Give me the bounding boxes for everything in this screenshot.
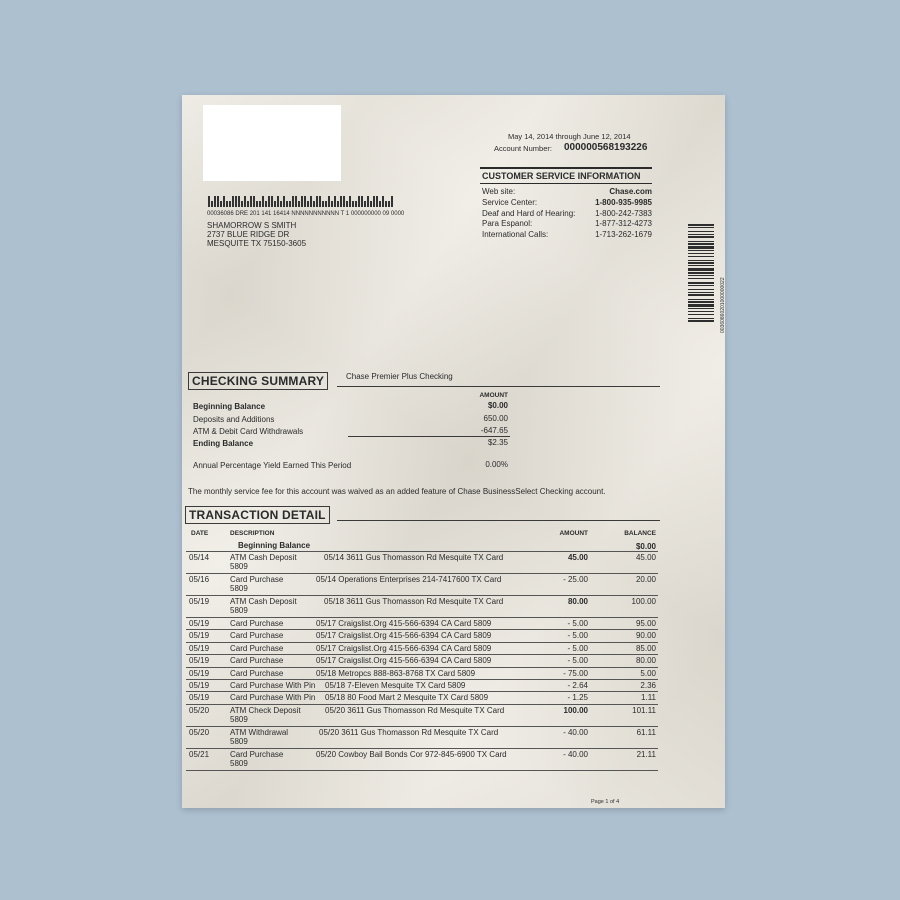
barcode-bar [367, 196, 369, 207]
tx-type: ATM Withdrawal [230, 727, 289, 737]
tx-card: 5809 [230, 562, 248, 571]
barcode-bar [349, 196, 351, 207]
barcode-bar [214, 196, 216, 207]
row-separator [186, 573, 658, 574]
tx-balance: 61.11 [636, 727, 656, 737]
side-barcode-bar [688, 308, 714, 309]
tx-amount: - 40.00 [563, 749, 588, 759]
checking-summary-title: CHECKING SUMMARY [188, 372, 328, 390]
barcode-bar [244, 196, 246, 207]
tx-amount: - 5.00 [567, 656, 588, 666]
side-barcode-bar [688, 311, 714, 312]
csi-row-website: Web site: Chase.com [482, 187, 652, 196]
transaction-detail-title: TRANSACTION DETAIL [185, 506, 330, 524]
tx-card: 5809 [230, 606, 248, 615]
tx-date: 05/20 [189, 705, 210, 715]
barcode-bar [334, 196, 336, 207]
barcode-bar [325, 201, 327, 207]
barcode-bar [346, 201, 348, 207]
row-separator [186, 642, 658, 643]
tx-description: 05/18 7-Eleven Mesquite TX Card 5809 [325, 681, 466, 690]
side-barcode-bar [688, 318, 714, 319]
tx-balance: 80.00 [635, 656, 656, 666]
side-barcode-bar [688, 304, 714, 307]
row-separator [186, 654, 658, 655]
barcode-bar [256, 201, 258, 207]
tx-balance: 95.00 [635, 619, 656, 628]
tx-amount: 80.00 [567, 597, 588, 606]
barcode-bar [364, 201, 366, 207]
side-barcode-bar [688, 246, 714, 249]
tx-balance: 100.00 [631, 597, 656, 606]
apy-label: Annual Percentage Yield Earned This Period [193, 461, 352, 470]
barcode-bar [388, 201, 390, 207]
tx-card: 5809 [230, 758, 248, 768]
barcode-bar [292, 196, 294, 207]
tx-balance: 45.00 [635, 553, 656, 562]
col-header-description: DESCRIPTION [230, 530, 275, 537]
csi-row-deaf: Deaf and Hard of Hearing: 1-800-242-7383 [482, 209, 652, 218]
tx-balance: 85.00 [635, 643, 656, 653]
tx-type: Card Purchase [230, 643, 284, 653]
summary-label-beginning: Beginning Balance [193, 402, 266, 411]
tx-date: 05/19 [189, 668, 210, 678]
side-barcode-bar [688, 292, 714, 293]
side-barcode-bar [688, 289, 714, 290]
tx-type: Card Purchase With Pin [230, 681, 316, 690]
tx-date: 05/19 [189, 681, 210, 690]
account-number-label: Account Number: [494, 144, 552, 153]
tx-balance: 2.36 [640, 681, 656, 690]
barcode-bar [319, 196, 321, 207]
statement-period: May 14, 2014 through June 12, 2014 [508, 132, 631, 141]
tx-type: Card Purchase [230, 749, 284, 759]
row-separator [186, 595, 658, 596]
barcode-bar [280, 201, 282, 207]
row-separator [186, 629, 658, 630]
page-number: Page 1 of 4 [591, 799, 620, 805]
summary-value-deposits: 650.00 [483, 414, 508, 423]
tx-type: Card Purchase [230, 668, 284, 678]
tx-description: 05/20 3611 Gus Thomasson Rd Mesquite TX Card [319, 727, 499, 737]
side-barcode-bar [688, 294, 714, 296]
barcode-bar [370, 201, 372, 207]
summary-value-beginning: $0.00 [487, 401, 508, 410]
side-barcode-text-area [720, 223, 728, 333]
tx-balance: 5.00 [640, 668, 656, 678]
barcode-bar [208, 196, 210, 207]
barcode-bar [376, 196, 378, 207]
tx-date: 05/14 [189, 553, 210, 562]
tx-description: 05/14 3611 Gus Thomasson Rd Mesquite TX Card [324, 553, 504, 562]
postal-barcode [208, 196, 393, 207]
side-barcode [688, 224, 714, 322]
beginning-balance-label: Beginning Balance [238, 541, 311, 550]
tx-amount: - 5.00 [567, 631, 588, 641]
recipient-name: SHAMORROW S SMITH [207, 221, 297, 230]
barcode-bar [295, 196, 297, 207]
tx-date: 05/19 [189, 693, 210, 703]
row-separator [186, 748, 658, 749]
barcode-bar [265, 201, 267, 207]
tx-description: 05/17 Craigslist.Org 415-566-6394 CA Card 5809 [316, 619, 492, 628]
row-separator [186, 679, 658, 680]
fee-note: The monthly service fee for this account was waived as an added feature of Chase BusinessSelect Checking account. [188, 487, 606, 496]
tx-amount: 45.00 [567, 553, 588, 562]
side-barcode-bar [688, 320, 714, 322]
tx-type: ATM Check Deposit [230, 705, 301, 715]
summary-value-ending: $2.35 [487, 438, 508, 447]
barcode-bar [337, 201, 339, 207]
side-barcode-bar [688, 285, 714, 286]
barcode-bar [382, 196, 384, 207]
transaction-header-rule [337, 520, 660, 521]
row-separator [186, 667, 658, 668]
tx-card: 5809 [230, 736, 248, 746]
tx-description: 05/17 Craigslist.Org 415-566-6394 CA Card 5809 [316, 631, 492, 641]
beginning-balance-value: $0.00 [635, 542, 656, 551]
tx-description: 05/20 Cowboy Bail Bonds Cor 972-845-6900 TX Card [316, 749, 507, 759]
tx-date: 05/20 [189, 727, 210, 737]
side-barcode-bar [688, 234, 714, 235]
tx-card: 5809 [230, 584, 248, 593]
side-barcode-bar [688, 231, 714, 232]
tx-description: 05/14 Operations Enterprises 214-7417600 TX Card [316, 575, 502, 584]
barcode-bar [391, 196, 393, 207]
statement-page [182, 95, 725, 808]
side-barcode-bar [688, 224, 714, 226]
tx-date: 05/19 [189, 619, 210, 628]
tx-amount: - 75.00 [563, 668, 588, 678]
row-separator [186, 726, 658, 727]
barcode-bar [358, 196, 360, 207]
account-type: Chase Premier Plus Checking [346, 372, 453, 381]
barcode-bar [268, 196, 270, 207]
barcode-bar [229, 201, 231, 207]
barcode-bar [232, 196, 234, 207]
side-barcode-bar [688, 272, 714, 274]
side-barcode-bar [688, 265, 714, 266]
barcode-bar [286, 201, 288, 207]
barcode-bar [301, 196, 303, 207]
row-separator [186, 704, 658, 705]
apy-value: 0.00% [485, 460, 508, 469]
barcode-bar [235, 196, 237, 207]
side-barcode-bar [688, 275, 714, 276]
col-header-amount: AMOUNT [559, 530, 588, 537]
barcode-bar [307, 201, 309, 207]
tx-date: 05/21 [189, 749, 210, 759]
tx-type: ATM Cash Deposit [230, 553, 297, 562]
row-separator [186, 691, 658, 692]
tx-amount: - 2.64 [567, 681, 588, 690]
barcode-bar [355, 201, 357, 207]
barcode-bar [313, 201, 315, 207]
barcode-bar [352, 201, 354, 207]
summary-label-withdrawals: ATM & Debit Card Withdrawals [193, 427, 304, 436]
barcode-bar [259, 201, 261, 207]
side-barcode-bar [688, 236, 714, 238]
barcode-text: 00036086 DRE 201 141 16414 NNNNNNNNNNN T 1 000000000 09 0000 [207, 211, 405, 217]
barcode-bar [226, 201, 228, 207]
side-barcode-bar [688, 278, 714, 279]
tx-type: Card Purchase [230, 631, 284, 641]
csi-title: CUSTOMER SERVICE INFORMATION [482, 171, 641, 181]
tx-amount: - 40.00 [563, 727, 588, 737]
csi-row-espanol: Para Espanol: 1-877-312-4273 [482, 219, 652, 228]
barcode-bar [253, 196, 255, 207]
tx-date: 05/19 [189, 631, 210, 641]
barcode-bar [238, 196, 240, 207]
tx-description: 05/18 80 Food Mart 2 Mesquite TX Card 5809 [325, 693, 489, 703]
table-end-rule [186, 770, 658, 771]
tx-type: Card Purchase [230, 575, 284, 584]
tx-balance: 20.00 [635, 575, 656, 584]
tx-amount: - 5.00 [567, 643, 588, 653]
csi-row-service-center: Service Center: 1-800-935-9985 [482, 198, 652, 207]
tx-balance: 21.11 [636, 749, 656, 759]
barcode-bar [316, 196, 318, 207]
tx-type: Card Purchase [230, 619, 284, 628]
side-barcode-bar [688, 260, 714, 261]
summary-label-ending: Ending Balance [193, 439, 254, 448]
tx-description: 05/17 Craigslist.Org 415-566-6394 CA Card 5809 [316, 643, 492, 653]
barcode-bar [310, 196, 312, 207]
row-separator [186, 551, 658, 552]
barcode-bar [223, 196, 225, 207]
tx-balance: 1.11 [641, 693, 656, 703]
barcode-bar [220, 201, 222, 207]
tx-balance: 101.11 [632, 705, 656, 715]
side-barcode-bar [688, 241, 714, 242]
tx-date: 05/19 [189, 656, 210, 666]
summary-header-rule [337, 386, 660, 387]
barcode-bar [283, 196, 285, 207]
tx-description: 05/18 Metropcs 888-863-8768 TX Card 5809 [316, 668, 476, 678]
tx-amount: - 25.00 [563, 575, 588, 584]
barcode-bar [241, 201, 243, 207]
barcode-bar [322, 201, 324, 207]
barcode-bar [343, 196, 345, 207]
account-number: 000000568193226 [564, 142, 648, 153]
recipient-city: MESQUITE TX 75150-3605 [207, 239, 307, 248]
barcode-bar [217, 196, 219, 207]
side-barcode-bar [688, 268, 714, 271]
side-barcode-bar [688, 227, 714, 228]
side-barcode-bar [688, 314, 714, 315]
barcode-bar [298, 201, 300, 207]
side-barcode-bar [688, 250, 714, 251]
tx-amount: - 5.00 [567, 619, 588, 628]
side-barcode-text: 00360860201000000022 [720, 277, 726, 333]
barcode-bar [331, 201, 333, 207]
barcode-bar [274, 201, 276, 207]
barcode-bar [289, 201, 291, 207]
summary-total-rule [348, 436, 510, 437]
redacted-logo-area [203, 105, 341, 181]
csi-bottom-rule [480, 183, 652, 184]
col-header-balance: BALANCE [624, 530, 656, 537]
summary-value-withdrawals: -647.65 [480, 426, 508, 435]
tx-amount: 100.00 [563, 705, 588, 715]
tx-card: 5809 [230, 714, 248, 724]
row-separator [186, 617, 658, 618]
side-barcode-bar [688, 299, 714, 300]
side-barcode-bar [688, 256, 714, 257]
tx-description: 05/20 3611 Gus Thomasson Rd Mesquite TX Card [325, 705, 505, 715]
csi-top-rule [480, 167, 652, 169]
side-barcode-bar [688, 282, 714, 284]
tx-date: 05/16 [189, 575, 210, 584]
barcode-bar [373, 196, 375, 207]
summary-label-deposits: Deposits and Additions [193, 415, 275, 424]
tx-date: 05/19 [189, 643, 210, 653]
tx-date: 05/19 [189, 597, 210, 606]
barcode-bar [385, 201, 387, 207]
tx-balance: 90.00 [635, 631, 656, 641]
tx-type: Card Purchase With Pin [230, 693, 316, 703]
barcode-bar [250, 196, 252, 207]
side-barcode-bar [688, 253, 714, 254]
tx-type: Card Purchase [230, 656, 284, 666]
tx-description: 05/17 Craigslist.Org 415-566-6394 CA Card 5809 [316, 656, 492, 666]
col-header-date: DATE [191, 530, 209, 537]
barcode-bar [379, 201, 381, 207]
barcode-bar [328, 196, 330, 207]
side-barcode-bar [688, 243, 714, 245]
barcode-bar [271, 196, 273, 207]
barcode-bar [340, 196, 342, 207]
side-barcode-bar [688, 301, 714, 303]
recipient-street: 2737 BLUE RIDGE DR [207, 230, 290, 239]
barcode-bar [262, 196, 264, 207]
tx-type: ATM Cash Deposit [230, 597, 297, 606]
barcode-bar [304, 196, 306, 207]
barcode-bar [361, 196, 363, 207]
summary-amount-header: AMOUNT [479, 392, 508, 399]
tx-description: 05/18 3611 Gus Thomasson Rd Mesquite TX Card [324, 597, 504, 606]
tx-amount: - 1.25 [567, 693, 588, 703]
barcode-bar [247, 201, 249, 207]
side-barcode-bar [688, 262, 714, 264]
barcode-bar [211, 201, 213, 207]
csi-row-international: International Calls: 1-713-262-1679 [482, 230, 652, 239]
barcode-bar [277, 196, 279, 207]
